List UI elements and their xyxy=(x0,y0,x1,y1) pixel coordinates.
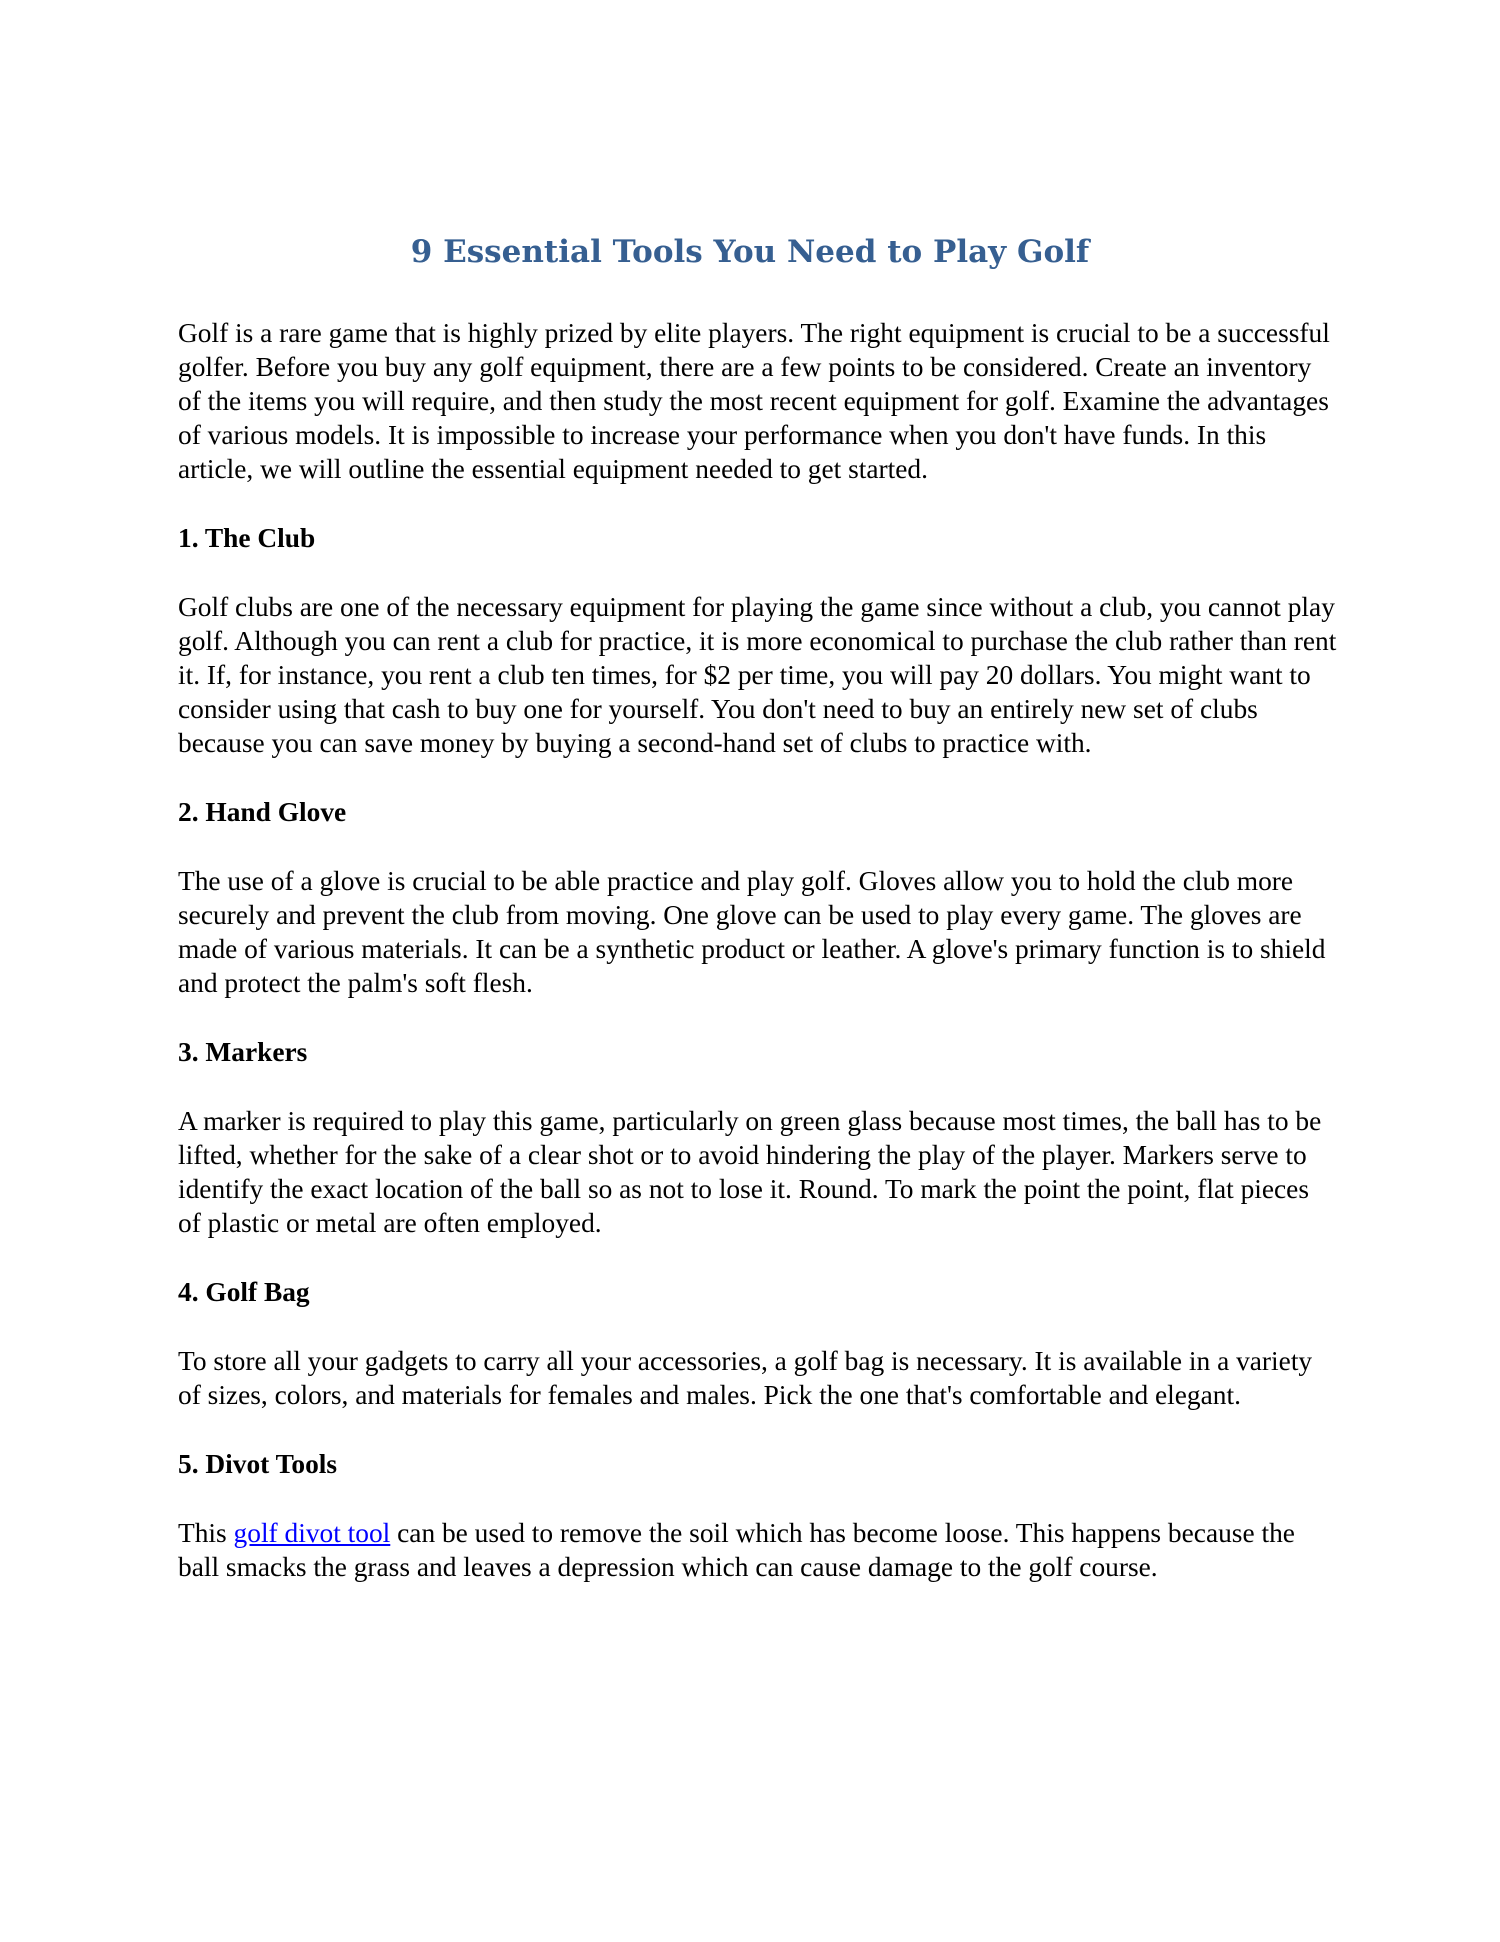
section-heading-markers: 3. Markers xyxy=(178,1037,308,1067)
section-body-markers: A marker is required to play this game, particularly on green glass because most times, the ball has to be lifted, whether for the sake of a clear shot or to avoid hindering the play of the player. Markers serve to identify the exact location of the ball so as not to lose it. Round. To mark the point the point, flat pieces of plastic or metal are often employed. xyxy=(178,1106,1322,1238)
intro-paragraph: Golf is a rare game that is highly prized by elite players. The right equipment is crucial to be a successful golfer. Before you buy any golf equipment, there are a few points to be considered. Create an inventory of the items you will require, and then study the most recent equipment for golf. Examine the advantages of various models. It is impossible to increase your performance when you don't have funds. In this article, we will outline the essential equipment needed to get started. xyxy=(178,318,1330,484)
section-body-hand-glove: The use of a glove is crucial to be able practice and play golf. Gloves allow you to hold the club more securely and prevent the club from moving. One glove can be used to play every game. The gloves are made of various materials. It can be a synthetic product or leather. A glove's primary function is to shield and protect the palm's soft flesh. xyxy=(178,866,1326,998)
section-heading-golf-bag: 4. Golf Bag xyxy=(178,1277,310,1307)
document-title: 9 Essential Tools You Need to Play Golf xyxy=(410,234,1090,270)
document-body xyxy=(178,316,1338,1619)
divot-body-before-link: This xyxy=(178,1518,234,1548)
section-heading-hand-glove: 2. Hand Glove xyxy=(178,797,347,827)
section-body-divot-tools xyxy=(178,1516,1338,1584)
divot-body-after-link: can be used to remove the soil which has become loose. This happens because the ball smacks the grass and leaves a depression which can cause damage to the golf course. xyxy=(178,1518,1295,1582)
section-body-golf-bag: To store all your gadgets to carry all your accessories, a golf bag is necessary. It is available in a variety of sizes, colors, and materials for females and males. Pick the one that's comfortable and elegant. xyxy=(178,1346,1313,1410)
section-heading-club: 1. The Club xyxy=(178,523,316,553)
section-heading-divot-tools: 5. Divot Tools xyxy=(178,1449,338,1479)
golf-divot-tool-link[interactable]: golf divot tool xyxy=(233,1518,391,1548)
section-body-club: Golf clubs are one of the necessary equipment for playing the game since without a club, you cannot play golf. Although you can rent a club for practice, it is more economical to purchase the club rather than rent it. If, for instance, you rent a club ten times, for $2 per time, you will pay 20 dollars. You might want to consider using that cash to buy one for yourself. You don't need to buy an entirely new set of clubs because you can save money by buying a second-hand set of clubs to practice with. xyxy=(178,592,1337,758)
